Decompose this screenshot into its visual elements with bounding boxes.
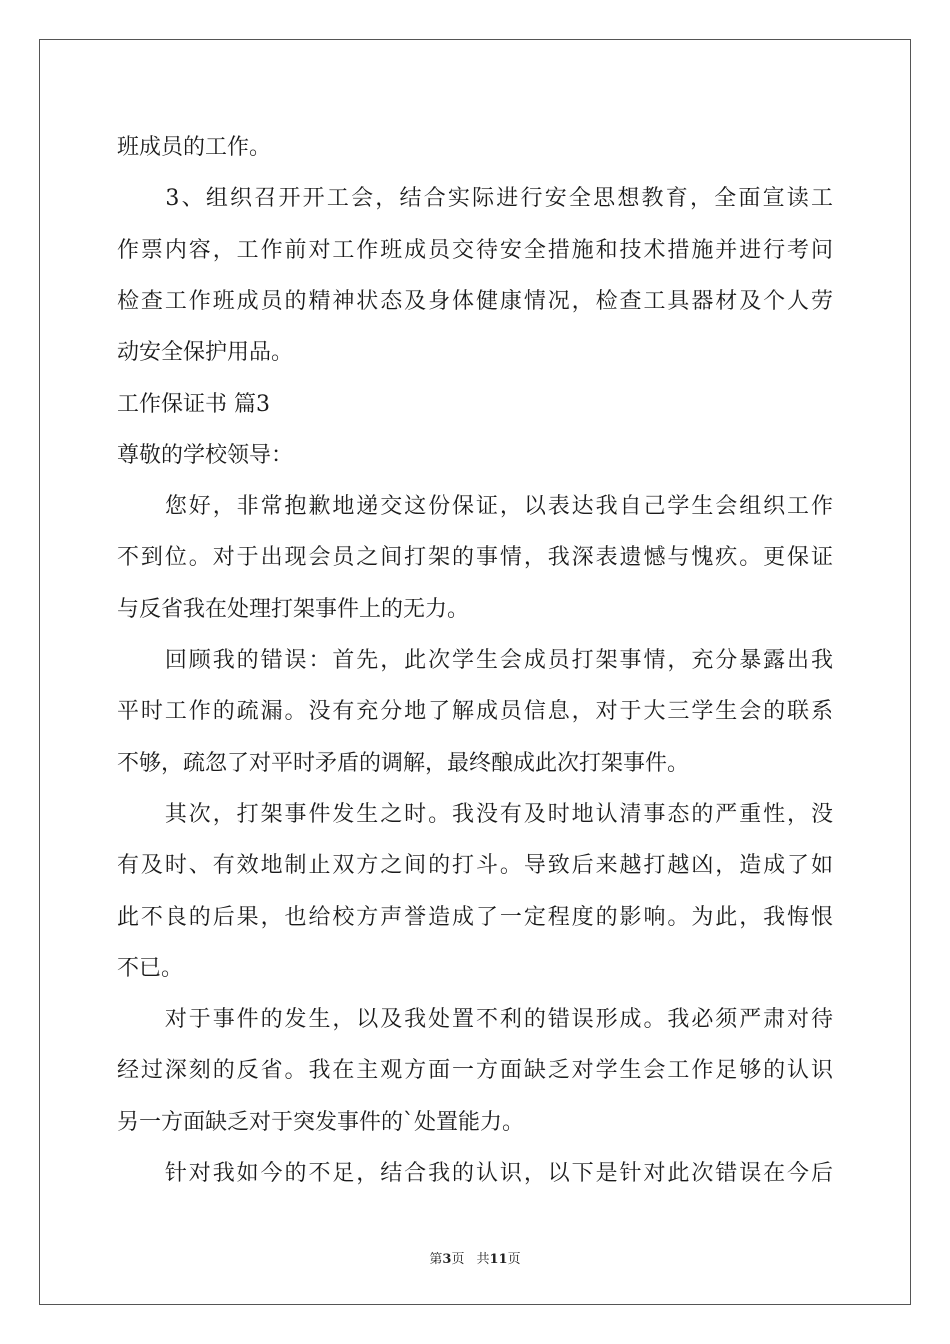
text-line: 经过深刻的反省。我在主观方面一方面缺乏对学生会工作足够的认识 xyxy=(117,1058,833,1084)
text-line: 与反省我在处理打架事件上的无力。 xyxy=(117,596,470,622)
total-suffix: 页 xyxy=(507,1252,521,1267)
text-line: 有及时、有效地制止双方之间的打斗。导致后来越打越凶，造成了如 xyxy=(117,853,833,879)
text-line: 回顾我的错误：首先，此次学生会成员打架事情，充分暴露出我 xyxy=(117,648,833,673)
text-line: 对于事件的发生，以及我处置不利的错误形成。我必须严肃对待 xyxy=(117,1007,833,1033)
text-line: 动安全保护用品。 xyxy=(117,340,294,366)
page-footer xyxy=(0,1248,950,1267)
text-line: 其次，打架事件发生之时。我没有及时地认清事态的严重性，没 xyxy=(117,801,833,827)
total-prefix: 共 xyxy=(476,1252,490,1267)
text-line: 此不良的后果，也给校方声誉造成了一定程度的影响。为此，我悔恨 xyxy=(117,904,833,930)
text-line: 平时工作的疏漏。没有充分地了解成员信息，对于大三学生会的联系 xyxy=(117,699,833,725)
page-number: 3 xyxy=(442,1252,452,1267)
text-line: 另一方面缺乏对于突发事件的`处置能力。 xyxy=(117,1109,525,1135)
text-line: 检查工作班成员的精神状态及身体健康情况，检查工具器材及个人劳 xyxy=(117,288,833,314)
text-line: 不到位。对于出现会员之间打架的事情，我深表遗憾与愧疚。更保证 xyxy=(117,545,833,571)
page-suffix: 页 xyxy=(451,1252,465,1267)
text-line: 您好，非常抱歉地递交这份保证，以表达我自己学生会组织工作 xyxy=(117,494,833,520)
text-line: 尊敬的学校领导： xyxy=(117,442,294,468)
page-prefix: 第 xyxy=(429,1252,443,1267)
text-line: 针对我如今的不足，结合我的认识，以下是针对此次错误在今后 xyxy=(117,1161,833,1186)
text-line: 作票内容，工作前对工作班成员交待安全措施和技术措施并进行考问 xyxy=(117,237,833,263)
total-pages: 11 xyxy=(489,1252,508,1267)
text-line: 班成员的工作。 xyxy=(117,135,272,160)
text-line: 不已。 xyxy=(117,955,184,981)
text-line: 3、组织召开开工会，结合实际进行安全思想教育，全面宣读工 xyxy=(117,186,833,212)
text-line: 不够，疏忽了对平时矛盾的调解，最终酿成此次打架事件。 xyxy=(117,750,690,776)
text-line: 工作保证书 篇3 xyxy=(117,391,270,417)
